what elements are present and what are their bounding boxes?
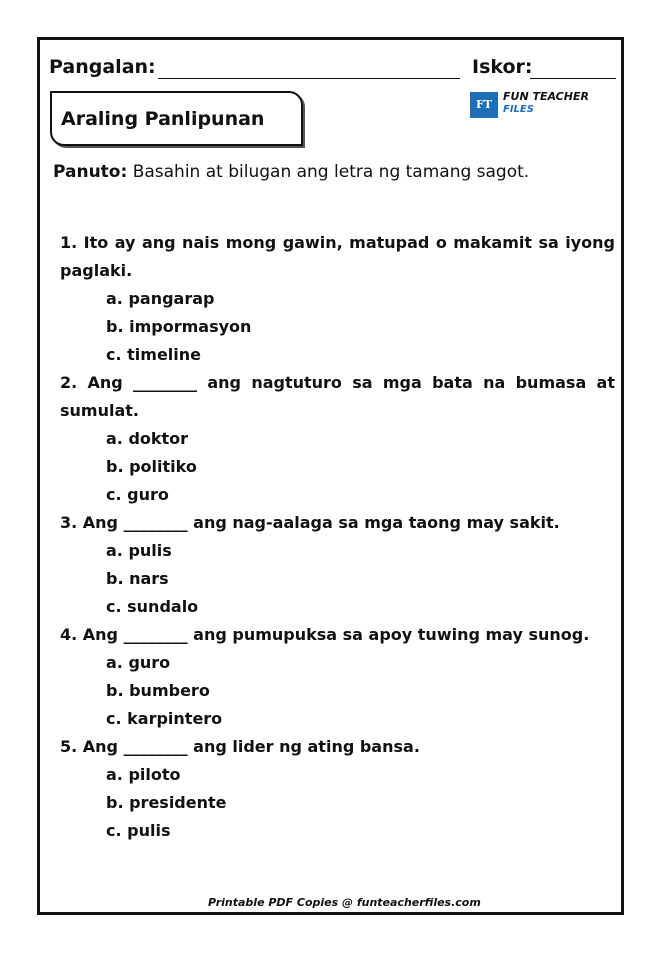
choice-b[interactable]: b. nars xyxy=(106,569,169,588)
question-text: 5. Ang ________ ang lider ng ating bansa. xyxy=(60,737,420,756)
logo-text-line2: FILES xyxy=(503,104,534,115)
choice-c[interactable]: c. pulis xyxy=(106,821,171,840)
choice-b[interactable]: b. bumbero xyxy=(106,681,210,700)
question-item xyxy=(60,621,615,733)
subject-box xyxy=(50,91,303,146)
question-text: 2. Ang ________ ang nagtuturo sa mga bata na bumasa at sumulat. xyxy=(60,373,615,420)
worksheet-page xyxy=(37,37,624,915)
score-blank-line xyxy=(530,78,616,79)
logo-text-line1: FUN TEACHER xyxy=(503,90,589,103)
instructions-text: Basahin at bilugan ang letra ng tamang sagot. xyxy=(132,162,530,182)
question-item xyxy=(60,733,615,845)
logo-mark-icon: FT xyxy=(470,92,498,118)
choice-b[interactable]: b. politiko xyxy=(106,457,197,476)
choice-a[interactable]: a. doktor xyxy=(106,429,189,448)
choice-c[interactable]: c. guro xyxy=(106,485,169,504)
choice-c[interactable]: c. sundalo xyxy=(106,597,199,616)
choice-b[interactable]: b. impormasyon xyxy=(106,317,252,336)
footer-credit: Printable PDF Copies @ funteacherfiles.com xyxy=(208,896,481,909)
name-blank-line xyxy=(158,78,460,79)
instructions-label: Panuto: xyxy=(53,162,128,182)
question-list xyxy=(60,229,615,845)
choice-a[interactable]: a. piloto xyxy=(106,765,181,784)
brand-logo xyxy=(470,90,610,126)
choice-a[interactable]: a. pangarap xyxy=(106,289,215,308)
score-label: Iskor: xyxy=(472,56,533,78)
choice-b[interactable]: b. presidente xyxy=(106,793,227,812)
name-label: Pangalan: xyxy=(49,56,156,78)
instructions xyxy=(53,158,593,186)
choice-a[interactable]: a. guro xyxy=(106,653,171,672)
question-text: 4. Ang ________ ang pumupuksa sa apoy tuwing may sunog. xyxy=(60,625,590,644)
subject-title: Araling Panlipunan xyxy=(61,108,265,130)
question-item xyxy=(60,229,615,369)
choice-c[interactable]: c. timeline xyxy=(106,345,201,364)
choice-a[interactable]: a. pulis xyxy=(106,541,172,560)
question-text: 3. Ang ________ ang nag-aalaga sa mga taong may sakit. xyxy=(60,513,560,532)
question-item xyxy=(60,509,615,621)
question-item xyxy=(60,369,615,509)
question-text: 1. Ito ay ang nais mong gawin, matupad o makamit sa iyong paglaki. xyxy=(60,233,615,280)
choice-c[interactable]: c. karpintero xyxy=(106,709,223,728)
